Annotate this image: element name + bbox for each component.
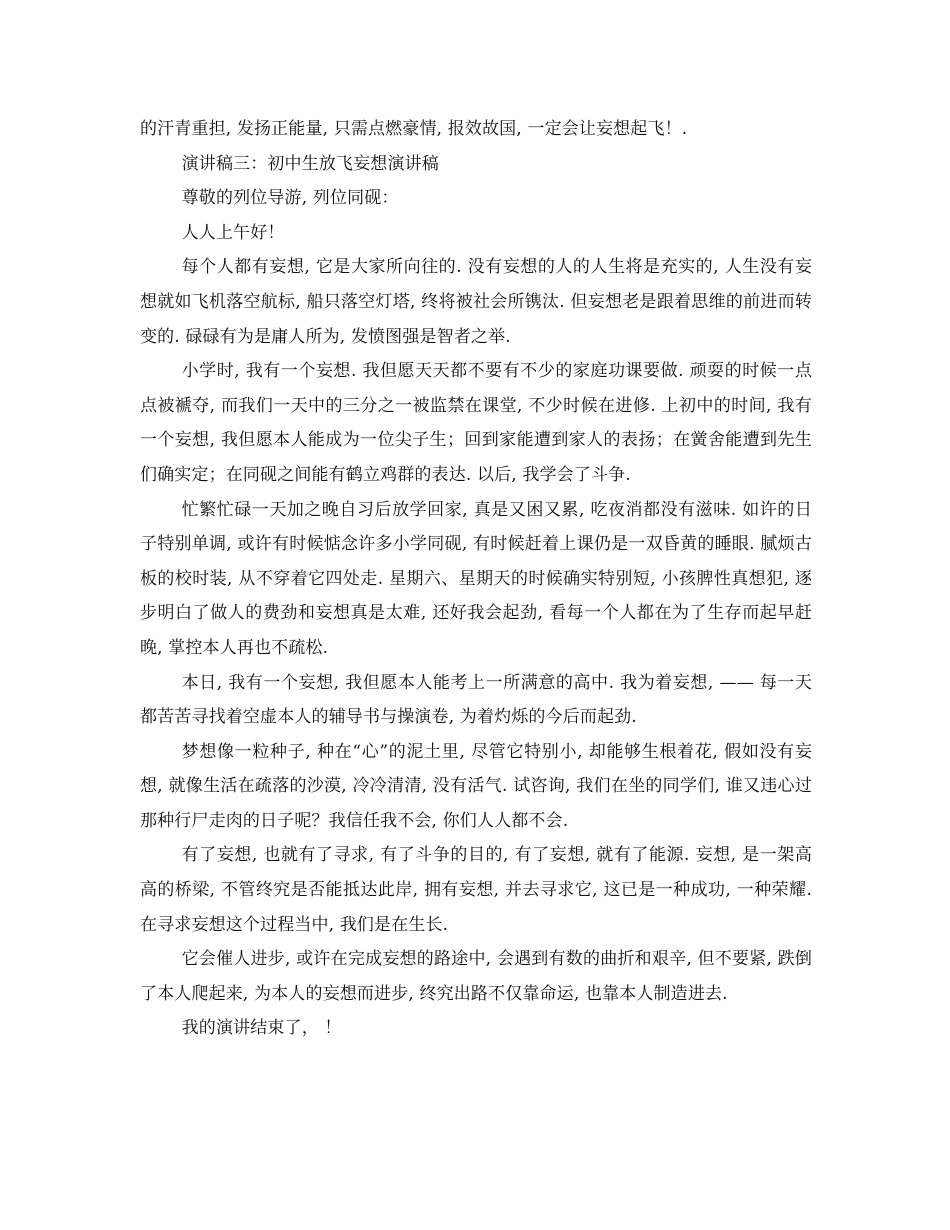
paragraph-today: 本日, 我有一个妄想, 我但愿本人能考上一所满意的高中. 我为着妄想, —— 每一天都苦苦寻找着空虚本人的辅导书与操演卷, 为着灼烁的今后而起劲. — [140, 672, 812, 728]
greeting: 人人上午好！ — [181, 222, 285, 243]
paragraph-continuation: 的汗青重担, 发扬正能量, 只需点燃豪情, 报效故国, 一定会让妄想起飞！. — [140, 119, 688, 139]
paragraph-dream-meaning: 每个人都有妄想, 它是大家所向往的. 没有妄想的人的人生将是充实的, 人生没有妄想就如飞机落空航标, 船只落空灯塔, 终将被社会所镌汰. 但妄想老是跟着思维的前进而转变的. 碌碌有为是庸人所为, 发愤图强是智者之举. — [140, 257, 812, 347]
paragraph-busy-days: 忙繁忙碌一天加之晚自习后放学回家, 真是又困又累, 吃夜消都没有滋味. 如许的日子特别单调, 或许有时候惦念许多小学同砚, 有时候赶着上课仍是一双昏黄的睡眼. 腻烦古板的校时装, 从不穿着它四处走. 星期六、星期天的时候确实特别短, 小孩脾性真想犯, 逐步明白了做人的费劲和妄想真是太难, 还好我会起劲, 看每一个人都在为了生存而起早赶晚, 掌控本人再也不疏松. — [140, 499, 812, 658]
paragraph-seed-metaphor: 梦想像一粒种子, 种在“心”的泥土里, 尽管它特别小, 却能够生根着花, 假如没有妄想, 就像生活在疏落的沙漠, 冷冷清清, 没有活气. 试咨询, 我们在坐的同学们, 谁又违心过那种行尸走肉的日子呢？我信任我不会, 你们人人都不会. — [140, 741, 812, 831]
paragraph-progress: 它会催人进步, 或许在完成妄想的路途中, 会遇到有数的曲折和艰辛, 但不要紧, 跌倒了本人爬起来, 为本人的妄想而进步, 终究出路不仅靠命运, 也靠本人制造进去. — [140, 949, 812, 1004]
paragraph-pursuit: 有了妄想, 也就有了寻求, 有了斗争的目的, 有了妄想, 就有了能源. 妄想, 是一架高高的桥梁, 不管终究是否能抵达此岸, 拥有妄想, 并去寻求它, 这已是一种成功, 一种荣耀. 在寻求妄想这个过程当中, 我们是在生长. — [140, 845, 812, 935]
salutation: 尊敬的列位导游, 列位同砚： — [181, 188, 399, 209]
closing-line: 我的演讲结束了， ！ — [181, 1018, 342, 1039]
paragraph-primary-school: 小学时, 我有一个妄想. 我但愿天天都不要有不少的家庭功课要做. 顽耍的时候一点点被褫夺, 而我们一天中的三分之一被监禁在课堂, 不少时候在进修. 上初中的时间, 我有一个妄想, 我但愿本人能成为一位尖子生；回到家能遭到家人的表扬；在黉舍能遭到先生们确实定；在同砚之间能有鹤立鸡群的表达. 以后, 我学会了斗争. — [140, 361, 812, 485]
speech-heading: 演讲稿三：初中生放飞妄想演讲稿 — [181, 153, 439, 174]
